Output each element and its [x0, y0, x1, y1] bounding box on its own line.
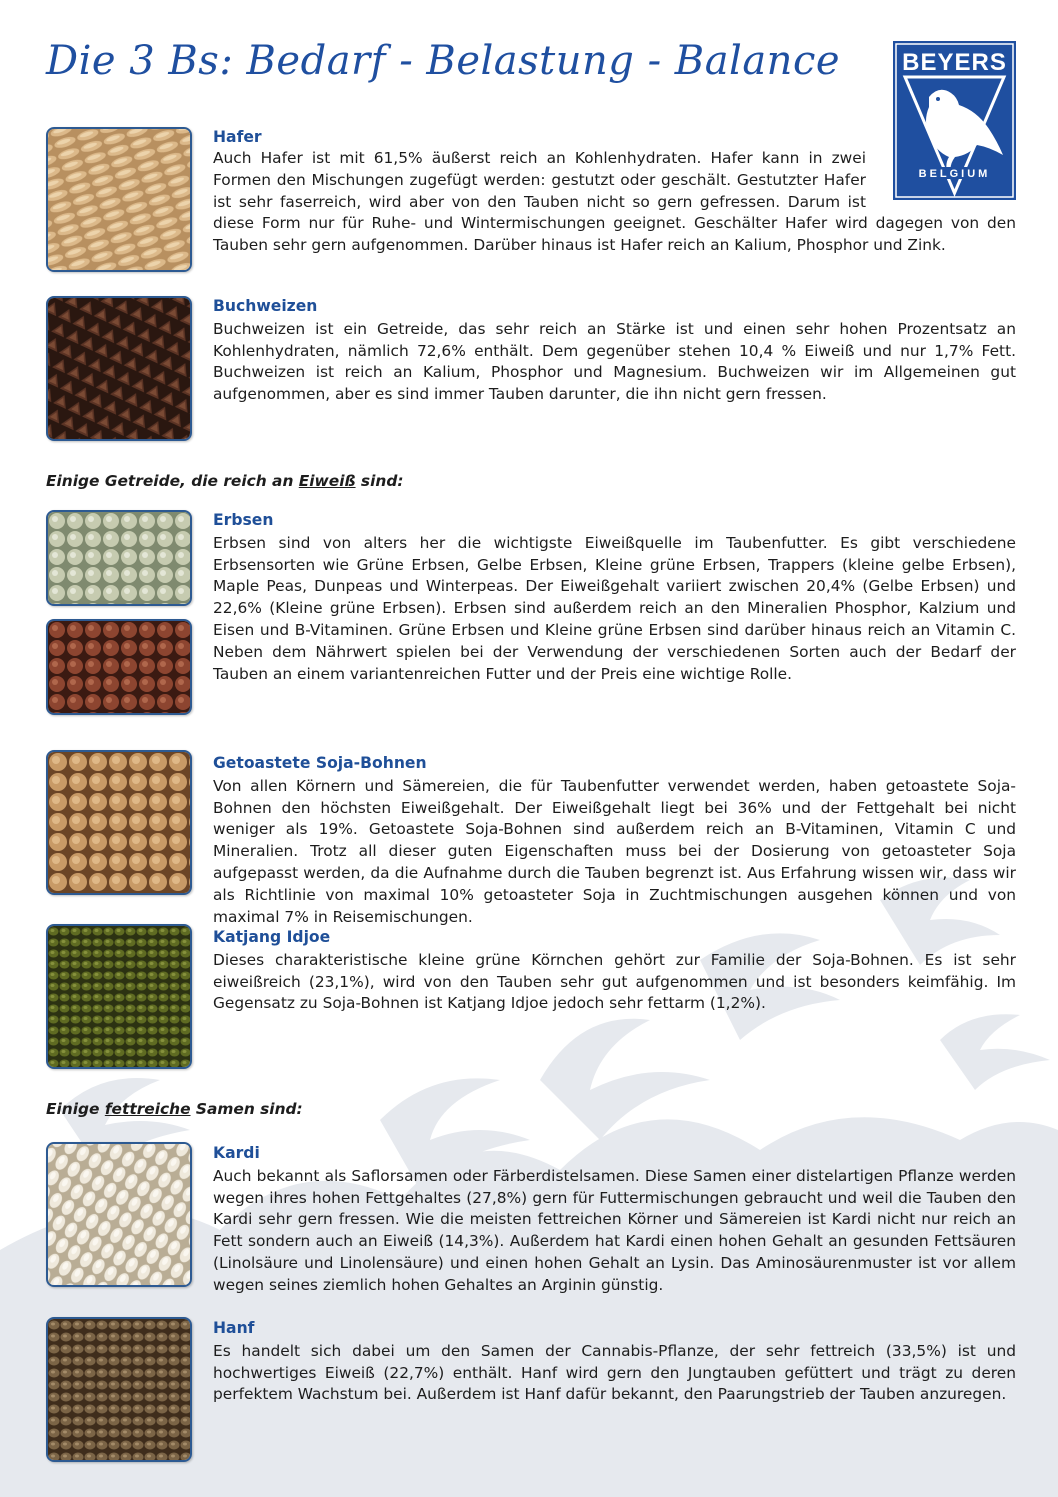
soja-text [213, 753, 1016, 928]
section-body: Dieses charakteristische kleine grüne Körnchen gehört zur Familie der Soja-Bohnen. Es ist sehr eiweißreich (23,1%), wird von den Tauben sehr gut aufgenommen und ist besonders keimfähig. Im Gegensatz zu Soja-Bohnen ist Katjang Idjoe jedoch sehr fettarm (1,2%). [213, 950, 1016, 1013]
hanf-text [213, 1318, 1016, 1406]
section-body [213, 148, 1016, 257]
label-text: Samen sind: [190, 1100, 303, 1118]
label-text: Einige [46, 1100, 105, 1118]
section-body: Von allen Körnern und Sämereien, die für Taubenfutter verwendet werden, haben getoastete Soja-Bohnen den höchsten Eiweißgehalt. Der Eiweißgehalt liegt bei 36% und der Fettgehalt bei nicht weniger als 19%. Getoastete Soja-Bohnen sind außerdem reich an B-Vitaminen, Vitamin C und Mineralien. Trotz all dieser guten Eigenschaften muss bei der Dosierung von getoasteter Soja aufgepasst werden, da die Aufnahme durch die Tauben begrenzt ist. Aus Erfahrung wissen wir, dass wir als Richtlinie von maximal 10% getoasteter Soja in Zuchtmischungen ausgehen können und von maximal 7% in Reisemischungen. [213, 776, 1016, 926]
label-underlined-text: fettreiche [104, 1100, 191, 1118]
buckwheat-photo [46, 296, 192, 441]
erbsen-text [213, 510, 1016, 685]
section-katjang [46, 927, 1016, 1073]
section-heading: Kardi [213, 1144, 260, 1162]
page-title: Die 3 Bs: Bedarf - Belastung - Balance [46, 38, 841, 84]
section-kardi [46, 1143, 1016, 1294]
mung-beans-photo [46, 924, 192, 1069]
section-hafer [46, 127, 1016, 273]
katjang-text [213, 927, 1016, 1015]
section-body: Buchweizen ist ein Getreide, das sehr reich an Stärke ist und einen sehr hohen Prozentsatz an Kohlenhydraten, nämlich 72,6% enthält. Dem gegenüber stehen 10,4 % Eiweiß und nur 1,7% Fett. Buchweizen ist reich an Kalium, Phosphor und Magnesium. Buchweizen wir im Allgemeinen gut aufgenommen, aber es sind immer Tauben darunter, die ihn nicht gern fressen. [213, 319, 1016, 404]
hemp-seeds-photo [46, 1317, 192, 1462]
section-erbsen [46, 510, 1016, 715]
fat-group-label [46, 1100, 303, 1118]
section-body: Es handelt sich dabei um den Samen der Cannabis-Pflanze, der sehr fettreich (33,5%) ist und hochwertiges Eiweiß (22,7%) enthält. Hanf wird gern den Jungtauben gefüttert und trägt zu deren perfektem Wachstum bei. Außerdem ist Hanf dafür bekannt, den Paarungstrieb der Tauben anzuregen. [213, 1341, 1016, 1404]
label-underlined-text: Eiweiß [298, 472, 356, 490]
label-text: Einige Getreide, die reich an [46, 472, 299, 490]
oat-grains-photo [46, 127, 192, 272]
section-heading: Buchweizen [213, 297, 318, 315]
hafer-body-text: Auch Hafer ist mit 61,5% äußerst reich an Kohlenhydraten. Hafer kann in zwei Formen den Mischungen zugefügt werden: gestutzt oder geschält. Gestutzter Hafer ist sehr faserreich, wird aber von den Tauben nicht so gern gefressen. Darum ist diese Form nur für Ruhe- und Wintermischungen geeignet. Geschälter Hafer wird dagegen von den Tauben sehr gern aufgenommen. Darüber hinaus ist Hafer reich an Kalium, Phosphor und Zink. [213, 149, 1016, 255]
section-heading: Hanf [213, 1319, 255, 1337]
protein-group-label [46, 472, 404, 490]
section-heading: Hafer [213, 128, 262, 146]
section-soja [46, 753, 1016, 926]
soybeans-photo [46, 750, 192, 895]
logo-bottom-text: BELGIUM [918, 168, 991, 180]
section-hanf [46, 1318, 1016, 1464]
safflower-seeds-photo [46, 1142, 192, 1287]
section-body: Auch bekannt als Saflorsamen oder Färberdistelsamen. Diese Samen einer distelartigen Pflanze werden wegen ihres hohen Fettgehaltes (27,8%) gern für Futtermischungen gebraucht und weil die Tauben den Kardi sehr gern fressen. Wie die meisten fettreichen Körner und Sämereien ist Kardi nicht nur reich an Fett sondern auch an Eiweiß (14,3%). Außerdem hat Kardi einen hohen Gehalt an gesunden Fettsäuren (Linolsäure und Linolensäure) und einen hohen Gehalt an Lysin. Das Aminosäurenmuster ist vor allem wegen seines ziemlich hohen Gehaltes an Arginin günstig. [213, 1166, 1016, 1294]
section-body: Erbsen sind von alters her die wichtigste Eiweißquelle im Taubenfutter. Es gibt verschiedene Erbsensorten wie Grüne Erbsen, Gelbe Erbsen, Kleine grüne Erbsen, Trappers (kleine gelbe Erbsen), Maple Peas, Dunpeas und Winterpeas. Der Eiweißgehalt variiert zwischen 20,4% (Gelbe Erbsen) und 22,6% (Kleine grüne Erbsen). Erbsen sind außerdem reich an den Mineralien Phosphor, Kalzium und Eisen und B-Vitaminen. Grüne Erbsen und Kleine grüne Erbsen sind darüber hinaus reich an Vitamin C. Neben dem Nährwert spielen bei der Verwendung der verschiedenen Sorten auch der Bedarf der Tauben an einem variantenreichen Futter und der Preis eine wichtige Rolle. [213, 533, 1016, 683]
buchweizen-text [213, 296, 1016, 406]
hafer-text [213, 127, 866, 150]
logo-top-text: BEYERS [902, 49, 1007, 76]
section-buchweizen [46, 296, 1016, 442]
section-heading: Erbsen [213, 511, 274, 529]
section-heading: Katjang Idjoe [213, 928, 331, 946]
label-text: sind: [355, 472, 404, 490]
kardi-text [213, 1143, 1016, 1297]
green-peas-photo [46, 510, 192, 606]
maple-peas-photo [46, 619, 192, 715]
section-heading: Getoastete Soja-Bohnen [213, 754, 427, 772]
